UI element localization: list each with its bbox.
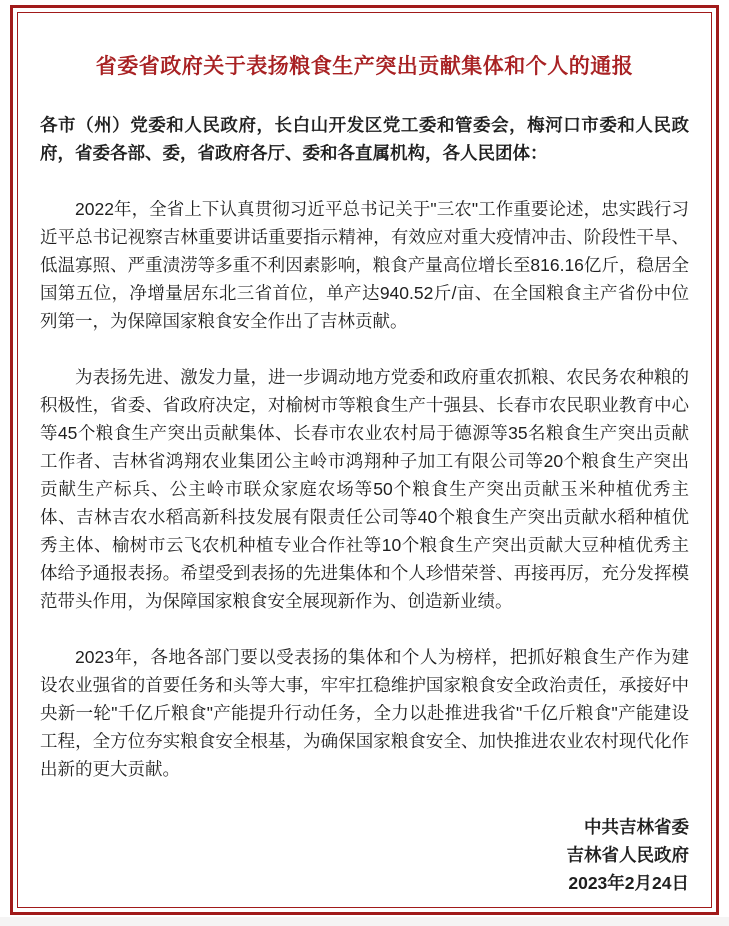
paragraph-2022-achievements: 2022年，全省上下认真贯彻习近平总书记关于"三农"工作重要论述，忠实践行习近平总书记视察吉林重要讲话重要指示精神，有效应对重大疫情冲击、阶段性干旱、低温寡照、严重渍涝等多重不利因素影响，粮食产量高位增长至816.16亿斤，稳居全国第五位，净增量居东北三省首位，单产达940.52斤/亩、在全国粮食主产省份中位列第一，为保障国家粮食安全作出了吉林贡献。 xyxy=(40,199,689,331)
signature-block xyxy=(40,813,689,897)
document-outer-frame xyxy=(10,5,719,915)
paragraph-2023-requirements: 2023年，各地各部门要以受表扬的集体和个人为榜样，把抓好粮食生产作为建设农业强省的首要任务和头等大事，牢牢扛稳维护国家粮食安全政治责任，承接好中央新一轮"千亿斤粮食"产能提升行动任务，全力以赴推进我省"千亿斤粮食"产能建设工程，全方位夯实粮食安全根基，为确保国家粮食安全、加快推进农业农村现代化作出新的更大贡献。 xyxy=(40,647,689,779)
signature-date: 2023年2月24日 xyxy=(568,873,689,893)
paragraph-commendation-list: 为表扬先进、激发力量，进一步调动地方党委和政府重农抓粮、农民务农种粮的积极性，省委、省政府决定，对榆树市等粮食生产十强县、长春市农民职业教育中心等45个粮食生产突出贡献集体、长春市农业农村局于德源等35名粮食生产突出贡献工作者、吉林省鸿翔农业集团公主岭市鸿翔种子加工有限公司等20个粮食生产突出贡献生产标兵、公主岭市联众家庭农场等50个粮食生产突出贡献玉米种植优秀主体、吉林吉农水稻高新科技发展有限责任公司等40个粮食生产突出贡献水稻种植优秀主体、榆树市云飞农机种植专业合作社等10个粮食生产突出贡献大豆种植优秀主体给予通报表扬。希望受到表扬的先进集体和个人珍惜荣誉、再接再厉，充分发挥模范带头作用，为保障国家粮食安全展现新作为、创造新业绩。 xyxy=(40,367,689,611)
document-inner-frame xyxy=(17,12,712,908)
document-title: 省委省政府关于表扬粮食生产突出贡献集体和个人的通报 xyxy=(95,55,634,78)
signature-issuer-party-committee: 中共吉林省委 xyxy=(584,817,689,837)
salutation-line: 各市（州）党委和人民政府，长白山开发区党工委和管委会，梅河口市委和人民政府，省委各部、委，省政府各厅、委和各直属机构，各人民团体： xyxy=(40,115,689,163)
signature-issuer-provincial-government: 吉林省人民政府 xyxy=(566,845,689,865)
page-bottom-strip xyxy=(0,917,729,926)
